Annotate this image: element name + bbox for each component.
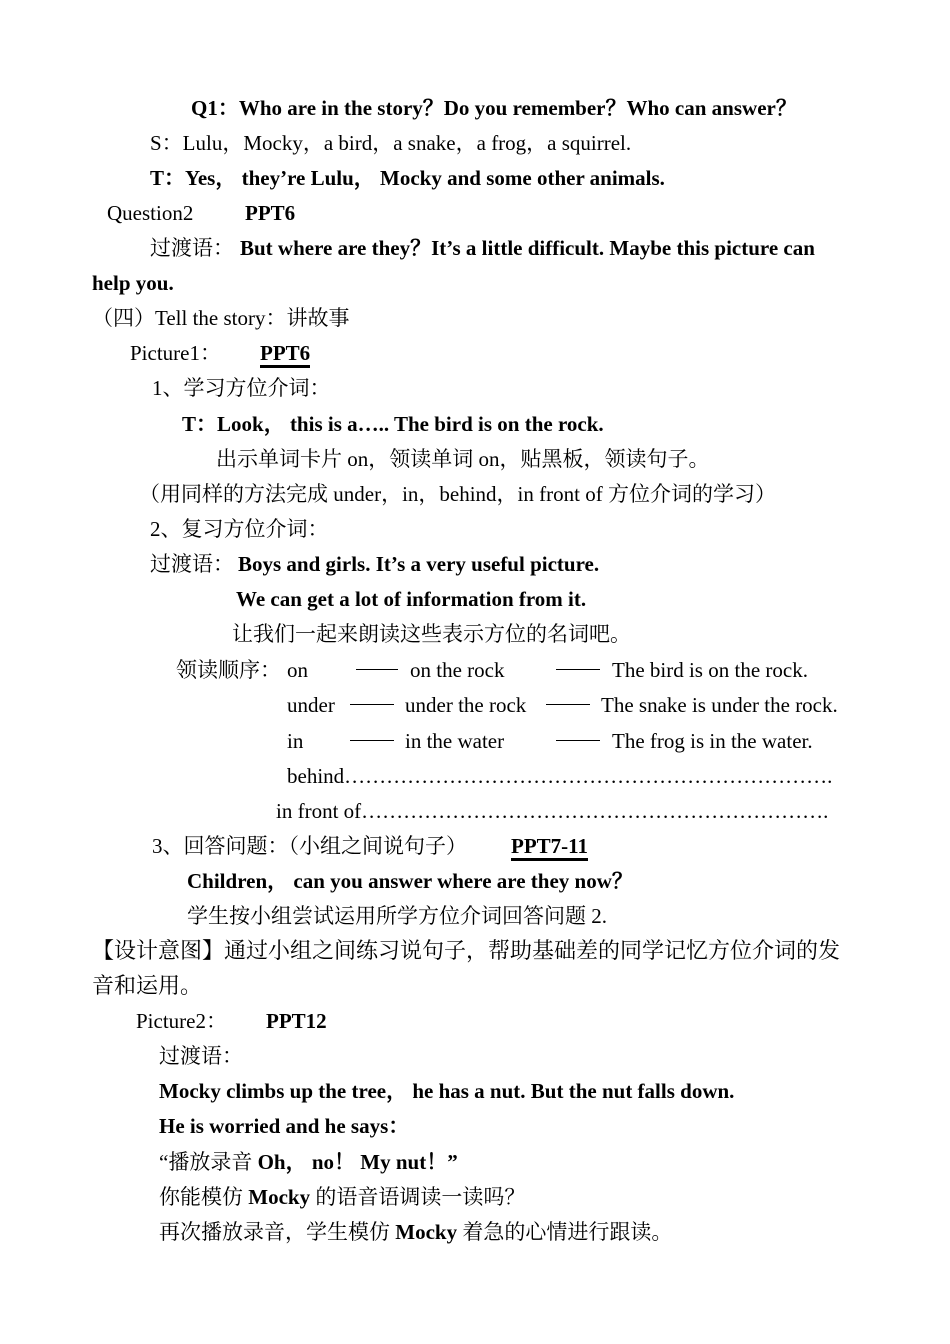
order-sentence-under: The snake is under the rock. xyxy=(601,693,838,717)
transition1-prefix: 过渡语： xyxy=(150,236,234,260)
transition1-continuation: help you. xyxy=(92,271,174,295)
order-dash xyxy=(356,669,398,670)
picture1-ppt-text: PPT6 xyxy=(260,341,310,368)
imitate-mocky: Mocky xyxy=(248,1185,311,1209)
order-dash xyxy=(350,740,394,741)
teacher-look-line: T：Look， this is a….. The bird is on the rock. xyxy=(182,412,604,436)
order-dash xyxy=(556,669,600,670)
transition1-text: But where are they？It’s a little difficult. Maybe this picture can xyxy=(240,236,815,260)
order-phrase-on: on the rock xyxy=(410,658,505,682)
order-label: 领读顺序： xyxy=(176,658,281,682)
mocky-climbs-line: Mocky climbs up the tree， he has a nut. But the nut falls down. xyxy=(159,1079,735,1103)
picture1-ppt xyxy=(260,339,310,367)
order-word-under: under xyxy=(287,693,335,717)
same-method-note: （用同样的方法完成 under，in，behind，in front of 方位介词的学习） xyxy=(139,482,776,506)
he-worried-line: He is worried and he says： xyxy=(159,1114,410,1138)
transition2-text: Boys and girls. It’s a very useful picture. xyxy=(238,552,600,576)
step1-heading: 1、学习方位介词： xyxy=(152,376,331,400)
q1-line: Q1：Who are in the story？Do you remember？Who can answer？ xyxy=(191,96,797,120)
order-word-on: on xyxy=(287,658,308,682)
order-phrase-under: under the rock xyxy=(405,693,527,717)
step2-heading: 2、复习方位介词： xyxy=(150,517,329,541)
order-sentence-on: The bird is on the rock. xyxy=(612,658,808,682)
section4-heading: （四）Tell the story：讲故事 xyxy=(92,306,350,330)
read-together-line: 让我们一起来朗读这些表示方位的名词吧。 xyxy=(232,622,631,646)
order-dash xyxy=(546,704,590,705)
teacher-reply-line: T：Yes， they’re Lulu， Mocky and some other animals. xyxy=(150,166,665,190)
replay-mocky: Mocky xyxy=(395,1220,458,1244)
play-prefix: “播放录音 xyxy=(159,1150,258,1174)
transition2-prefix: 过渡语： xyxy=(150,552,234,576)
replay-text-1: 再次播放录音，学生模仿 xyxy=(159,1220,396,1244)
order-phrase-in: in the water xyxy=(405,729,505,753)
order-row-behind: behind……………………………………………………………. xyxy=(287,764,833,788)
order-dash xyxy=(556,740,600,741)
design-intent-line2: 音和运用。 xyxy=(92,973,203,998)
question2-label: Question2 xyxy=(107,201,194,225)
order-row-in-front-of: in front of…………………………………………………………. xyxy=(276,799,829,823)
step3-ppt xyxy=(511,832,588,860)
step3-heading: 3、回答问题：（小组之间说句子） xyxy=(152,834,467,858)
transition2-continuation: We can get a lot of information from it. xyxy=(236,587,587,611)
imitate-line xyxy=(159,1183,525,1211)
play-quote: Oh， no！ My nut！” xyxy=(257,1150,458,1174)
picture2-ppt: PPT12 xyxy=(266,1009,327,1033)
play-recording-line xyxy=(159,1148,458,1176)
order-sentence-in: The frog is in the water. xyxy=(612,729,813,753)
order-dash xyxy=(350,704,394,705)
design-intent-line1: 【设计意图】通过小组之间练习说句子，帮助基础差的同学记忆方位介词的发 xyxy=(92,938,841,963)
order-word-in: in xyxy=(287,729,304,753)
transition3-label: 过渡语： xyxy=(159,1044,243,1068)
picture1-label: Picture1： xyxy=(130,341,221,365)
picture2-label: Picture2： xyxy=(136,1009,227,1033)
children-question: Children， can you answer where are they now？ xyxy=(187,869,633,893)
imitate-text-2: 的语音语调读一读吗？ xyxy=(310,1185,526,1209)
replay-text-2: 着急的心情进行跟读。 xyxy=(457,1220,673,1244)
question2-ppt: PPT6 xyxy=(245,201,296,225)
step3-ppt-text: PPT7-11 xyxy=(511,834,588,861)
imitate-text-1: 你能模仿 xyxy=(159,1185,249,1209)
replay-line xyxy=(159,1218,672,1246)
card-instruction: 出示单词卡片 on，领读单词 on，贴黑板，领读句子。 xyxy=(216,447,710,471)
students-try-line: 学生按小组尝试运用所学方位介词回答问题 2. xyxy=(187,904,607,928)
student-answer-line: S：Lulu，Mocky，a bird，a snake，a frog，a squirrel. xyxy=(150,131,632,155)
